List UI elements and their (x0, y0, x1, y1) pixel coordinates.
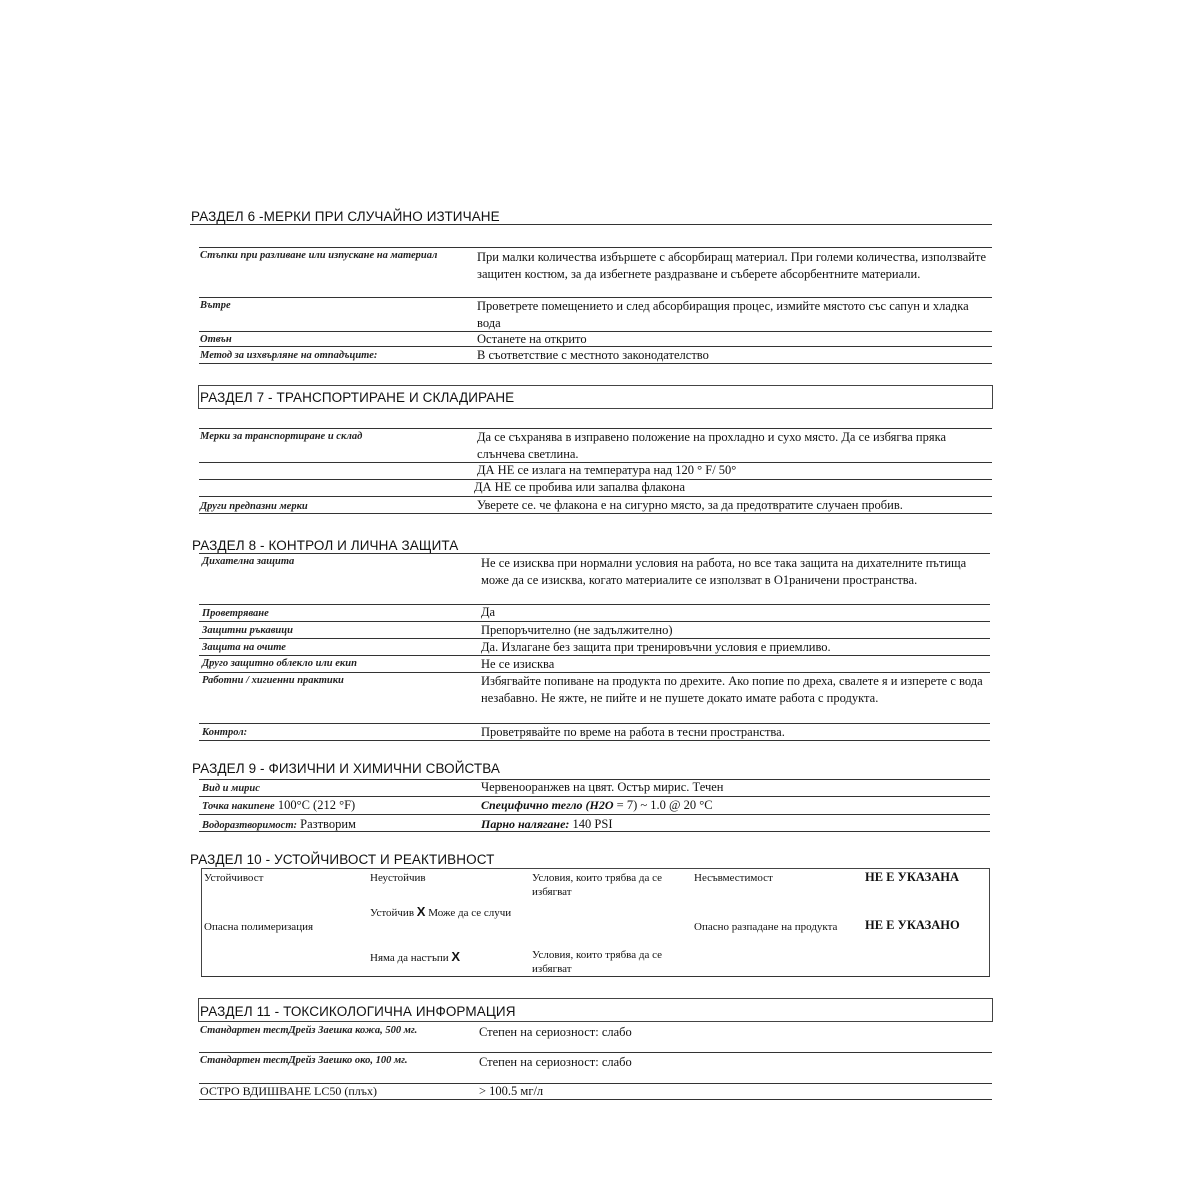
s11-label-1: Стандартен тестДрейз Заешка кожа, 500 мг. (200, 1025, 418, 1036)
s9-row-3-top (199, 814, 990, 815)
s8-row-1-top (199, 553, 990, 554)
s6-label-4: Метод за изхвърляне на отпадъците: (200, 350, 378, 361)
s10-stability-label: Устойчивост (204, 872, 264, 884)
s6-value-2: Проветрете помещението и след абсорбиращия процес, измийте мястото със сапун и хладка вода (477, 299, 969, 330)
section-9-title: РАЗДЕЛ 9 - ФИЗИЧНИ И ХИМИЧНИ СВОЙСТВА (192, 761, 501, 776)
s10-stable-mark: X (416, 904, 426, 919)
s10-incompatibility-label: Несъвместимост (694, 872, 773, 884)
s7-value-3: ДА НЕ се пробива или запалва флакона (474, 480, 686, 494)
s10-stable-option (370, 905, 520, 921)
s7-label-4: Други предпазни мерки (200, 501, 308, 512)
s7-bottom (199, 513, 992, 514)
s10-stable-label: Устойчив (370, 907, 415, 919)
s8-label-7: Контрол: (202, 727, 248, 738)
s10-unstable-label: Неустойчив (370, 872, 426, 884)
s8-label-4: Защита на очите (202, 642, 286, 653)
s9-flash-label: Точка накипене (202, 801, 275, 812)
s6-value-3: Останете на открито (477, 332, 587, 346)
s10-decomposition-value: НЕ Е УКАЗАНО (865, 918, 960, 932)
s8-value-7: Проветрявайте по време на работа в тесни пространства. (481, 725, 785, 739)
s9-gravity-label: Специфично тегло (H2O (481, 798, 614, 812)
s11-bottom (199, 1099, 992, 1100)
s9-solubility-label: Водоразтворимост: (202, 820, 297, 831)
section-6-title: РАЗДЕЛ 6 -МЕРКИ ПРИ СЛУЧАЙНО ИЗТИЧАНЕ (191, 209, 500, 224)
s9-appearance-value: Червенооранжев на цвят. Остър мирис. Течен (481, 780, 724, 794)
s7-value-1: Да се съхранява в изправено положение на прохладно и сухо място. Да се избягва пряка слънчева светлина. (477, 430, 947, 461)
s9-gravity (481, 797, 989, 814)
s9-gravity-value: = 7) ~ 1.0 @ 20 °C (616, 798, 713, 812)
s11-row-2-top (199, 1052, 992, 1053)
s10-will-not-mark: X (451, 949, 461, 964)
s10-polymerization-label: Опасна полимеризация (204, 921, 314, 933)
section-10-title: РАЗДЕЛ 10 - УСТОЙЧИВОСТ И РЕАКТИВНОСТ (190, 852, 495, 867)
s11-label-2: Стандартен тестДрейз Заешко око, 100 мг. (200, 1055, 408, 1066)
s10-incompatibility-value: НЕ Е УКАЗАНА (865, 870, 959, 884)
s8-value-6: Избягвайте попиване на продукта по дрехите. Ако попие по дреха, свалете я и изперете с вода незабавно. Не яжте, не пийте и не пушете докато имате работа с продукта. (481, 674, 983, 705)
s9-flash-point (202, 797, 472, 814)
s9-appearance-label: Вид и мирис (202, 783, 260, 794)
s9-vapor-value: 140 PSI (572, 817, 613, 831)
s8-value-5: Не се изисква (481, 657, 555, 671)
s11-value-2: Степен на сериозност: слабо (479, 1055, 632, 1069)
s8-label-3: Защитни ръкавици (202, 625, 293, 636)
s10-bottom-rule (201, 976, 990, 977)
s6-bottom (199, 363, 992, 364)
s8-value-2: Да (481, 605, 496, 619)
s6-label-2: Вътре (200, 300, 231, 311)
section-11-title: РАЗДЕЛ 11 - ТОКСИКОЛОГИЧНА ИНФОРМАЦИЯ (200, 1004, 516, 1019)
section-8-title: РАЗДЕЛ 8 - КОНТРОЛ И ЛИЧНА ЗАЩИТА (192, 538, 459, 553)
section-7-title: РАЗДЕЛ 7 - ТРАНСПОРТИРАНЕ И СКЛАДИРАНЕ (200, 390, 515, 405)
s11-value-3: > 100.5 мг/л (479, 1084, 544, 1098)
s8-bottom (199, 740, 990, 741)
s6-value-1: При малки количества избършете с абсорбиращ материал. При големи количества, използвайте защитен костюм, за да избегнете раздразване и съберете абсорбентните материали. (477, 250, 986, 281)
s8-label-6: Работни / хигиенни практики (202, 675, 344, 686)
s10-conditions-2: Условия, които трябва да се избягват (532, 949, 662, 975)
s7-value-2: ДА НЕ се излага на температура над 120 ° F/ 50° (477, 463, 737, 477)
s6-row-1-top (199, 247, 992, 248)
s7-value-4: Уверете се. че флакона е на сигурно място, за да предотвратите случаен пробив. (477, 498, 903, 512)
s10-decomposition-label: Опасно разпадане на продукта (694, 921, 838, 933)
s8-label-1: Дихателна защита (202, 556, 295, 567)
s8-value-3: Препоръчително (не задължително) (481, 623, 673, 637)
s11-label-3: ОСТРО ВДИШВАНЕ LC50 (плъх) (200, 1084, 377, 1098)
s10-conditions-1: Условия, които трябва да се избягват (532, 872, 662, 898)
s10-will-not-label: Няма да настъпи (370, 952, 449, 964)
s10-will-not-option (370, 950, 520, 966)
section-6-rule (190, 224, 992, 225)
s9-flash-value: 100°C (212 °F) (277, 798, 356, 812)
s8-label-2: Проветряване (202, 608, 269, 619)
s9-bottom (199, 831, 990, 832)
s9-vapor-label: Парно налягане: (481, 817, 570, 831)
s8-value-1: Не се изисква при нормални условия на работа, но все така защита на дихателните пътища може да се изисква, когато материалите се използват в О1раничени пространства. (481, 556, 967, 587)
s9-solubility-value: Разтворим (300, 817, 356, 831)
s10-may-occur: Може да се случи (428, 907, 512, 919)
s6-value-4: В съответствие с местното законодателство (477, 348, 709, 362)
s8-label-5: Друго защитно облекло или екип (202, 658, 357, 669)
s6-label-1: Стъпки при разливане или изпускане на материал (200, 250, 438, 261)
s6-label-3: Отвън (200, 334, 232, 345)
s11-value-1: Степен на сериозност: слабо (479, 1025, 632, 1039)
s8-value-4: Да. Излагане без защита при тренировъчни условия е приемливо. (481, 640, 831, 654)
s7-label-1: Мерки за транспортиране и склад (200, 431, 363, 442)
